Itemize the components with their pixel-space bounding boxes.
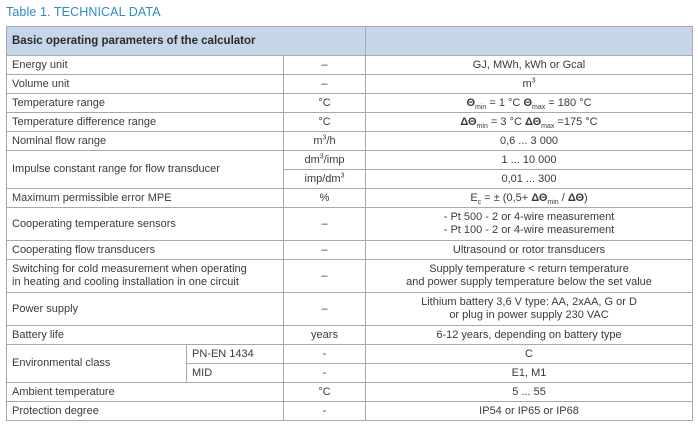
param-unit: imp/$dm^3$ [284,170,366,189]
table-row [7,189,693,208]
param-value: IP54 or IP65 or IP68 [366,402,693,421]
param-unit: – [284,241,366,260]
param-unit: - [284,402,366,421]
param-subname: PN-EN 1434 [187,345,284,364]
param-value: Ultrasound or rotor transducers [366,241,693,260]
param-name: Energy unit [7,56,284,75]
param-unit: – [284,208,366,241]
param-value: 6-12 years, depending on battery type [366,326,693,345]
param-name: Temperature range [7,94,284,113]
param-value: - Pt 500 - 2 or 4-wire measurement - Pt 100 - 2 or 4-wire measurement [366,208,693,241]
param-subname: MID [187,364,284,383]
table-row [7,56,693,75]
param-unit: – [284,56,366,75]
param-value: $\Theta_{min} = 1$ °C $\Theta_{max} = 180$ °C [366,94,693,113]
param-value: 5 ... 55 [366,383,693,402]
table-header-row [7,27,693,56]
param-name: Environmental class [7,345,187,383]
header-value-cell [366,27,693,56]
param-name: Battery life [7,326,284,345]
param-unit: °C [284,94,366,113]
table-row [7,345,693,364]
param-name: Cooperating temperature sensors [7,208,284,241]
param-unit: °C [284,113,366,132]
param-name: Volume unit [7,75,284,94]
param-value: C [366,345,693,364]
param-name: Protection degree [7,402,284,421]
param-name: Cooperating flow transducers [7,241,284,260]
table-row [7,260,693,293]
param-value: 0,01 ... 300 [366,170,693,189]
param-name: Power supply [7,293,284,326]
param-unit: – [284,293,366,326]
param-unit: - [284,345,366,364]
table-row [7,402,693,421]
table-row [7,208,693,241]
param-value: $m^3$ [366,75,693,94]
param-value: GJ, MWh, kWh or Gcal [366,56,693,75]
param-name: Impulse constant range for flow transducer [7,151,284,189]
param-value: 0,6 ... 3 000 [366,132,693,151]
param-value: 1 ... 10 000 [366,151,693,170]
param-value: Supply temperature < return temperature and power supply temperature below the set value [366,260,693,293]
param-name: Maximum permissible error MPE [7,189,284,208]
table-row [7,151,693,170]
technical-data-table [6,26,693,421]
table-row [7,75,693,94]
param-name: Nominal flow range [7,132,284,151]
table-row [7,241,693,260]
param-name: Ambient temperature [7,383,284,402]
param-unit: °C [284,383,366,402]
param-unit: $m^3/h$ [284,132,366,151]
param-unit: – [284,260,366,293]
param-unit: % [284,189,366,208]
param-value: $E_c$ = ± $(0,5+ \Delta\Theta_{min} / \Delta\Theta)$ [366,189,693,208]
param-value: E1, M1 [366,364,693,383]
table-row [7,94,693,113]
param-unit: $dm^3$/imp [284,151,366,170]
param-name: Switching for cold measurement when operating in heating and cooling installation in one circuit [7,260,284,293]
table-row [7,326,693,345]
table-caption: Table 1. TECHNICAL DATA [6,5,161,19]
table-row [7,293,693,326]
table-row [7,383,693,402]
table-row [7,132,693,151]
header-title: Basic operating parameters of the calculator [7,27,366,56]
table-row [7,113,693,132]
param-value: Lithium battery 3,6 V type: AA, 2xAA, G or D or plug in power supply 230 VAC [366,293,693,326]
param-unit: years [284,326,366,345]
param-unit: – [284,75,366,94]
param-unit: - [284,364,366,383]
param-value: $\Delta\Theta_{min} = 3$ °C $\Delta\Theta_{max} =175$ °C [366,113,693,132]
param-name: Temperature difference range [7,113,284,132]
